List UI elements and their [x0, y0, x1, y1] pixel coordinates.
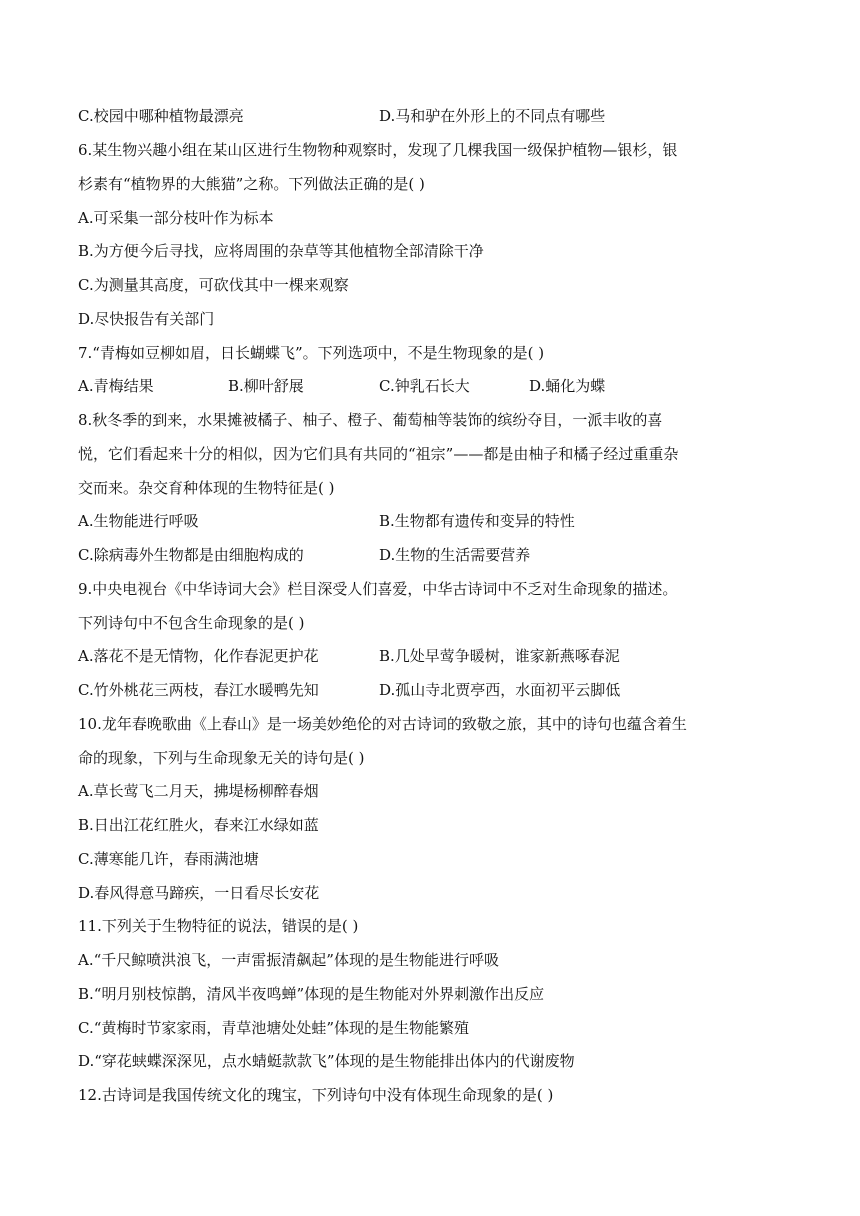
- text-line: [78, 778, 798, 804]
- text-line: [78, 407, 798, 433]
- line-text: A.草长莺飞二月天，拂堤杨柳醉春烟: [78, 782, 319, 800]
- text-line: [78, 205, 798, 231]
- line-text: 交而来。杂交育种体现的生物特征是( ): [78, 479, 335, 497]
- line-text: C.“黄梅时节家家雨，青草池塘处处蛙”体现的是生物能繁殖: [78, 1019, 470, 1037]
- text-line: [78, 272, 798, 298]
- option-text: D.蛹化为蝶: [529, 377, 606, 395]
- text-line: [78, 137, 798, 163]
- option-row: [78, 373, 798, 399]
- option-text: A.生物能进行呼吸: [78, 512, 199, 530]
- line-text: D.尽快报告有关部门: [78, 310, 215, 328]
- text-line: [78, 1048, 798, 1074]
- text-line: [78, 475, 798, 501]
- option-text: B.几处早莺争暖树，谁家新燕啄春泥: [379, 647, 620, 665]
- option-text: D.生物的生活需要营养: [379, 546, 531, 564]
- text-line: [78, 1015, 798, 1041]
- option-row: [78, 677, 798, 703]
- option-text: C.钟乳石长大: [379, 377, 470, 395]
- line-text: 9.中央电视台《中华诗词大会》栏目深受人们喜爱，中华古诗词中不乏对生命现象的描述。: [78, 580, 678, 598]
- option-text: C.校园中哪种植物最漂亮: [78, 107, 244, 125]
- text-line: [78, 711, 798, 737]
- text-line: [78, 745, 798, 771]
- option-text: C.竹外桃花三两枝，春江水暖鸭先知: [78, 681, 319, 699]
- text-line: [78, 1082, 798, 1108]
- text-line: [78, 576, 798, 602]
- option-text: D.孤山寺北贾亭西，水面初平云脚低: [379, 681, 621, 699]
- text-line: [78, 171, 798, 197]
- line-text: D.“穿花蛱蝶深深见，点水蜻蜓款款飞”体现的是生物能排出体内的代谢废物: [78, 1052, 575, 1070]
- option-text: A.青梅结果: [78, 377, 154, 395]
- line-text: A.“千尺鲸喷洪浪飞，一声雷振清飙起”体现的是生物能进行呼吸: [78, 951, 499, 969]
- line-text: C.为测量其高度，可砍伐其中一棵来观察: [78, 276, 349, 294]
- line-text: C.薄寒能几许，春雨满池塘: [78, 850, 259, 868]
- line-text: D.春风得意马蹄疾，一日看尽长安花: [78, 884, 320, 902]
- line-text: A.可采集一部分枝叶作为标本: [78, 209, 274, 227]
- line-text: 6.某生物兴趣小组在某山区进行生物物种观察时，发现了几棵我国一级保护植物—银杉，银: [78, 141, 678, 159]
- text-line: [78, 913, 798, 939]
- option-text: B.柳叶舒展: [228, 377, 304, 395]
- line-text: 7.“青梅如豆柳如眉，日长蝴蝶飞”。下列选项中，不是生物现象的是( ): [78, 344, 545, 362]
- option-text: D.马和驴在外形上的不同点有哪些: [379, 107, 606, 125]
- text-line: [78, 947, 798, 973]
- line-text: 命的现象，下列与生命现象无关的诗句是( ): [78, 749, 365, 767]
- option-row: [78, 542, 798, 568]
- text-line: [78, 238, 798, 264]
- text-line: [78, 340, 798, 366]
- line-text: 11.下列关于生物特征的说法，错误的是( ): [78, 917, 359, 935]
- line-text: B.“明月别枝惊鹊，清风半夜鸣蝉”体现的是生物能对外界刺激作出反应: [78, 985, 545, 1003]
- line-text: 杉素有“植物界的大熊猫”之称。下列做法正确的是( ): [78, 175, 425, 193]
- line-text: B.日出江花红胜火，春来江水绿如蓝: [78, 816, 319, 834]
- text-line: [78, 846, 798, 872]
- line-text: 悦，它们看起来十分的相似，因为它们具有共同的“祖宗”——都是由柚子和橘子经过重重杂: [78, 445, 679, 463]
- text-line: [78, 441, 798, 467]
- option-text: C.除病毒外生物都是由细胞构成的: [78, 546, 304, 564]
- option-row: [78, 103, 798, 129]
- text-line: [78, 610, 798, 636]
- text-line: [78, 880, 798, 906]
- line-text: 下列诗句中不包含生命现象的是( ): [78, 614, 305, 632]
- option-text: B.生物都有遗传和变异的特性: [379, 512, 575, 530]
- line-text: 8.秋冬季的到来，水果摊被橘子、柚子、橙子、葡萄柚等装饰的缤纷夺目，一派丰收的喜: [78, 411, 663, 429]
- option-row: [78, 643, 798, 669]
- text-line: [78, 812, 798, 838]
- text-line: [78, 981, 798, 1007]
- option-row: [78, 508, 798, 534]
- option-text: A.落花不是无情物，化作春泥更护花: [78, 647, 319, 665]
- line-text: B.为方便今后寻找，应将周围的杂草等其他植物全部清除干净: [78, 242, 484, 260]
- line-text: 10.龙年春晚歌曲《上春山》是一场美妙绝伦的对古诗词的致敬之旅，其中的诗句也蕴含着生: [78, 715, 687, 733]
- line-text: 12.古诗词是我国传统文化的瑰宝，下列诗句中没有体现生命现象的是( ): [78, 1086, 554, 1104]
- text-line: [78, 306, 798, 332]
